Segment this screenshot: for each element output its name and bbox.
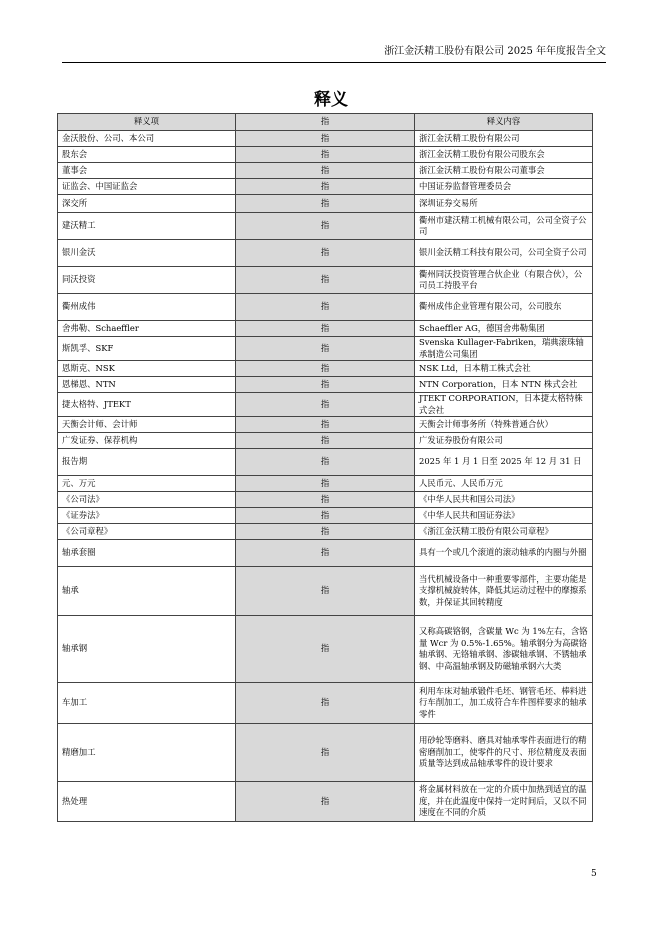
definition-term: 广发证券、保荐机构 xyxy=(58,433,236,449)
table-row xyxy=(58,724,593,782)
definition-term: 轴承套圈 xyxy=(58,540,236,567)
definition-zhi: 指 xyxy=(236,321,415,337)
definition-content: 当代机械设备中一种重要零部件，主要功能是支撑机械旋转体，降低其运动过程中的摩擦系数，并保证其回转精度 xyxy=(415,567,593,616)
definition-content: 《中华人民共和国证券法》 xyxy=(415,508,593,524)
definition-content: 浙江金沃精工股份有限公司股东会 xyxy=(415,147,593,163)
definition-term: 轴承 xyxy=(58,567,236,616)
definition-zhi: 指 xyxy=(236,492,415,508)
definition-term: 同沃投资 xyxy=(58,267,236,294)
definition-term: 精磨加工 xyxy=(58,724,236,782)
definition-term: 恩斯克、NSK xyxy=(58,361,236,377)
definition-content: 《浙江金沃精工股份有限公司章程》 xyxy=(415,524,593,540)
definition-content: 深圳证券交易所 xyxy=(415,195,593,213)
table-row xyxy=(58,449,593,476)
definition-content: 用砂轮等磨料、磨具对轴承零件表面进行的精密磨削加工，使零件的尺寸、形位精度及表面质量等达到成品轴承零件的设计要求 xyxy=(415,724,593,782)
definition-term: 股东会 xyxy=(58,147,236,163)
table-row xyxy=(58,782,593,822)
definition-term: 轴承钢 xyxy=(58,616,236,683)
definition-zhi: 指 xyxy=(236,449,415,476)
definition-zhi: 指 xyxy=(236,683,415,724)
definition-content: 广发证券股份有限公司 xyxy=(415,433,593,449)
table-row xyxy=(58,433,593,449)
definition-zhi: 指 xyxy=(236,508,415,524)
definition-term: 建沃精工 xyxy=(58,213,236,240)
table-row xyxy=(58,240,593,267)
definition-term: 斯凯孚、SKF xyxy=(58,337,236,361)
definition-content: 银川金沃精工科技有限公司，公司全资子公司 xyxy=(415,240,593,267)
table-row xyxy=(58,567,593,616)
table-row xyxy=(58,294,593,321)
definition-term: 捷太格特、JTEKT xyxy=(58,393,236,417)
table-header-row xyxy=(58,114,593,131)
definition-zhi: 指 xyxy=(236,393,415,417)
column-header-desc: 释义内容 xyxy=(415,114,593,131)
definition-zhi: 指 xyxy=(236,163,415,179)
table-row xyxy=(58,540,593,567)
definition-zhi: 指 xyxy=(236,240,415,267)
definition-zhi: 指 xyxy=(236,540,415,567)
definition-content: 2025 年 1 月 1 日至 2025 年 12 月 31 日 xyxy=(415,449,593,476)
table-row xyxy=(58,683,593,724)
page-number: 5 xyxy=(591,869,597,879)
definition-content: 又称高碳铬钢，含碳量 Wc 为 1%左右，含铬量 Wcr 为 0.5%-1.65%。轴承钢分为高碳铬轴承钢、无铬轴承钢、渗碳轴承钢、不锈轴承钢、中高温轴承钢及防磁轴承钢六大类 xyxy=(415,616,593,683)
definition-term: 《公司法》 xyxy=(58,492,236,508)
definition-term: 热处理 xyxy=(58,782,236,822)
definition-term: 衢州成伟 xyxy=(58,294,236,321)
definition-content: 中国证券监督管理委员会 xyxy=(415,179,593,195)
column-header-term: 释义项 xyxy=(58,114,236,131)
table-row xyxy=(58,524,593,540)
definition-zhi: 指 xyxy=(236,179,415,195)
definition-term: 恩梯恩、NTN xyxy=(58,377,236,393)
definition-content: 将金属材料放在一定的介质中加热到适宜的温度，并在此温度中保持一定时间后，又以不同速度在不同的介质 xyxy=(415,782,593,822)
definition-term: 深交所 xyxy=(58,195,236,213)
definition-term: 舍弗勒、Schaeffler xyxy=(58,321,236,337)
table-row xyxy=(58,195,593,213)
table-row xyxy=(58,417,593,433)
header-rule xyxy=(62,62,606,63)
table-row xyxy=(58,267,593,294)
table-row xyxy=(58,616,593,683)
definition-term: 《公司章程》 xyxy=(58,524,236,540)
definition-content: NTN Corporation，日本 NTN 株式会社 xyxy=(415,377,593,393)
definition-content: NSK Ltd，日本精工株式会社 xyxy=(415,361,593,377)
definition-content: 人民币元、人民币万元 xyxy=(415,476,593,492)
table-body xyxy=(58,131,593,822)
table-row xyxy=(58,131,593,147)
definition-zhi: 指 xyxy=(236,417,415,433)
definition-content: 具有一个或几个滚道的滚动轴承的内圈与外圈 xyxy=(415,540,593,567)
section-title: 释义 xyxy=(314,90,348,110)
definition-zhi: 指 xyxy=(236,433,415,449)
definition-content: 浙江金沃精工股份有限公司 xyxy=(415,131,593,147)
table-row xyxy=(58,321,593,337)
table-row xyxy=(58,213,593,240)
definition-zhi: 指 xyxy=(236,567,415,616)
definition-zhi: 指 xyxy=(236,361,415,377)
definition-zhi: 指 xyxy=(236,147,415,163)
definition-term: 银川金沃 xyxy=(58,240,236,267)
definition-term: 天衡会计师、会计师 xyxy=(58,417,236,433)
table-row xyxy=(58,393,593,417)
definition-content: 衢州同沃投资管理合伙企业（有限合伙），公司员工持股平台 xyxy=(415,267,593,294)
definition-term: 《证券法》 xyxy=(58,508,236,524)
definition-content: 利用车床对轴承锻件毛坯、钢管毛坯、棒料进行车削加工，加工成符合车件图样要求的轴承零件 xyxy=(415,683,593,724)
definition-term: 证监会、中国证监会 xyxy=(58,179,236,195)
definition-zhi: 指 xyxy=(236,476,415,492)
definition-content: 衢州市建沃精工机械有限公司，公司全资子公司 xyxy=(415,213,593,240)
definition-zhi: 指 xyxy=(236,616,415,683)
table-row xyxy=(58,179,593,195)
table-row xyxy=(58,163,593,179)
definition-content: 《中华人民共和国公司法》 xyxy=(415,492,593,508)
table-row xyxy=(58,508,593,524)
column-header-zhi: 指 xyxy=(236,114,415,131)
definition-zhi: 指 xyxy=(236,724,415,782)
definition-zhi: 指 xyxy=(236,213,415,240)
table-row xyxy=(58,476,593,492)
table-row xyxy=(58,147,593,163)
definition-zhi: 指 xyxy=(236,131,415,147)
definition-zhi: 指 xyxy=(236,782,415,822)
definition-term: 金沃股份、公司、本公司 xyxy=(58,131,236,147)
definition-content: Schaeffler AG，德国舍弗勒集团 xyxy=(415,321,593,337)
table-row xyxy=(58,377,593,393)
report-header: 浙江金沃精工股份有限公司 2025 年年度报告全文 xyxy=(384,46,606,57)
table-row xyxy=(58,492,593,508)
definition-term: 董事会 xyxy=(58,163,236,179)
definition-zhi: 指 xyxy=(236,195,415,213)
table-row xyxy=(58,361,593,377)
table-row xyxy=(58,337,593,361)
definition-zhi: 指 xyxy=(236,337,415,361)
definition-content: 浙江金沃精工股份有限公司董事会 xyxy=(415,163,593,179)
definition-content: 天衡会计师事务所（特殊普通合伙） xyxy=(415,417,593,433)
definition-zhi: 指 xyxy=(236,294,415,321)
definition-zhi: 指 xyxy=(236,524,415,540)
definition-content: JTEKT CORPORATION，日本捷太格特株式会社 xyxy=(415,393,593,417)
definition-content: 衢州成伟企业管理有限公司，公司股东 xyxy=(415,294,593,321)
definition-zhi: 指 xyxy=(236,267,415,294)
definition-term: 车加工 xyxy=(58,683,236,724)
definition-term: 元、万元 xyxy=(58,476,236,492)
definition-term: 报告期 xyxy=(58,449,236,476)
definitions-table xyxy=(57,113,593,822)
definition-content: Svenska Kullager-Fabriken，瑞典滚珠轴承制造公司集团 xyxy=(415,337,593,361)
definition-zhi: 指 xyxy=(236,377,415,393)
